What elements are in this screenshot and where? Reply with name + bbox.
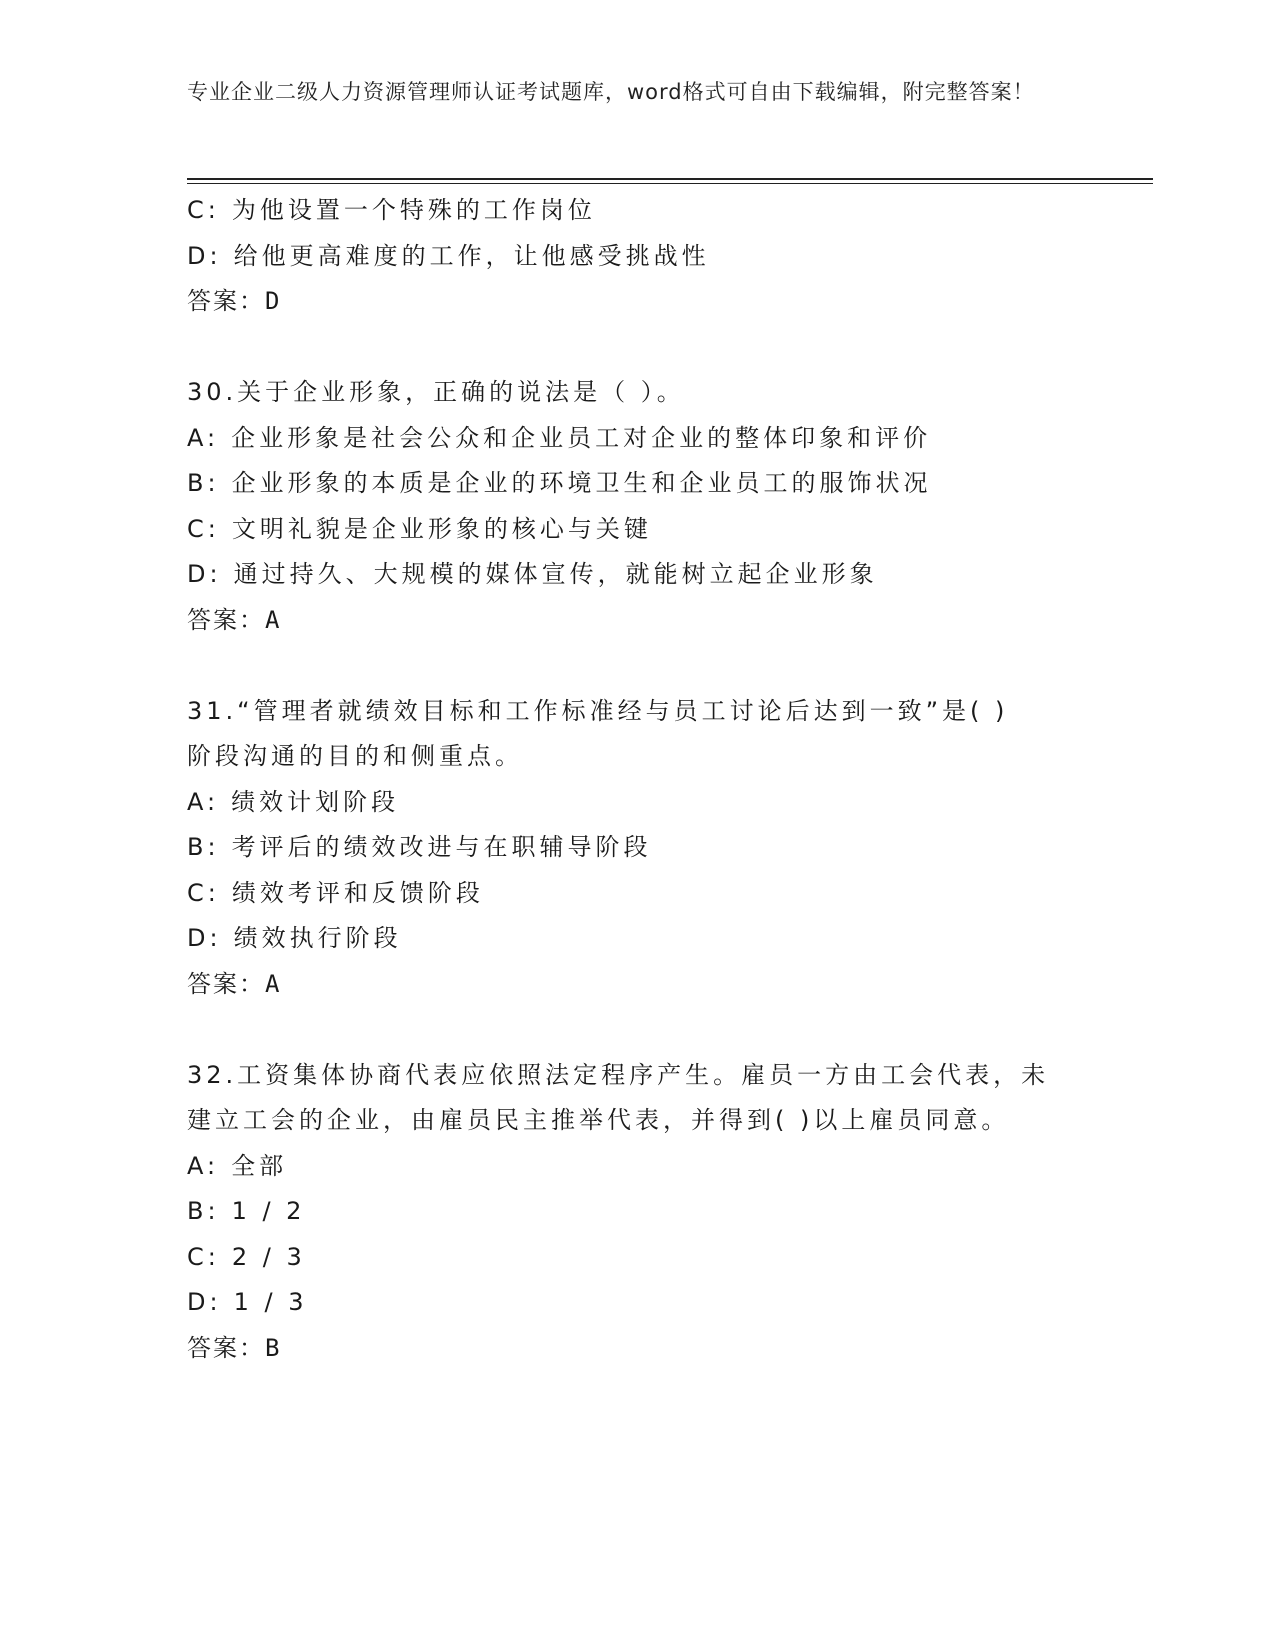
question-stem: 30.关于企业形象，正确的说法是（ ）。 xyxy=(187,378,685,406)
question-30 xyxy=(187,370,1087,643)
option-d: D: 通过持久、大规模的媒体宣传，就能树立起企业形象 xyxy=(187,560,878,588)
option-c: C: 绩效考评和反馈阶段 xyxy=(187,878,484,907)
question-stem-continued: 阶段沟通的目的和侧重点。 xyxy=(187,742,523,770)
option-c: C: 2 / 3 xyxy=(187,1242,306,1271)
question-stem: 32.工资集体协商代表应依照法定程序产生。雇员一方由工会代表，未 xyxy=(187,1060,1050,1089)
question-stem: 31.“管理者就绩效目标和工作标准经与员工讨论后达到一致”是( ) xyxy=(187,696,1009,725)
option-b: B: 1 / 2 xyxy=(187,1197,306,1225)
header-divider-thick xyxy=(187,178,1153,180)
question-29-tail xyxy=(187,188,1087,325)
answer-line: 答案：A xyxy=(187,969,282,998)
option-b: B: 企业形象的本质是企业的环境卫生和企业员工的服饰状况 xyxy=(187,469,932,497)
page-header xyxy=(187,76,1087,108)
option-b: B: 考评后的绩效改进与在职辅导阶段 xyxy=(187,833,652,861)
option-a: A: 绩效计划阶段 xyxy=(187,787,400,816)
option-c: C: 文明礼貌是企业形象的核心与关键 xyxy=(187,514,652,543)
question-31 xyxy=(187,689,1087,1008)
option-d: D: 绩效执行阶段 xyxy=(187,924,402,952)
header-divider-thin xyxy=(187,183,1153,184)
question-list xyxy=(187,188,1087,1371)
option-d: D: 给他更高难度的工作，让他感受挑战性 xyxy=(187,241,710,270)
answer-line: 答案：A xyxy=(187,605,282,634)
option-a: A: 企业形象是社会公众和企业员工对企业的整体印象和评价 xyxy=(187,423,932,452)
option-a: A: 全部 xyxy=(187,1151,288,1180)
answer-line: 答案：D xyxy=(187,287,282,315)
header-text: 专业企业二级人力资源管理师认证考试题库，word格式可自由下载编辑，附完整答案！ xyxy=(187,80,1035,104)
option-d: D: 1 / 3 xyxy=(187,1288,308,1316)
question-32 xyxy=(187,1053,1087,1372)
answer-line: 答案：B xyxy=(187,1333,282,1362)
question-stem-continued: 建立工会的企业，由雇员民主推举代表，并得到( )以上雇员同意。 xyxy=(187,1106,1010,1134)
option-c: C: 为他设置一个特殊的工作岗位 xyxy=(187,196,596,224)
